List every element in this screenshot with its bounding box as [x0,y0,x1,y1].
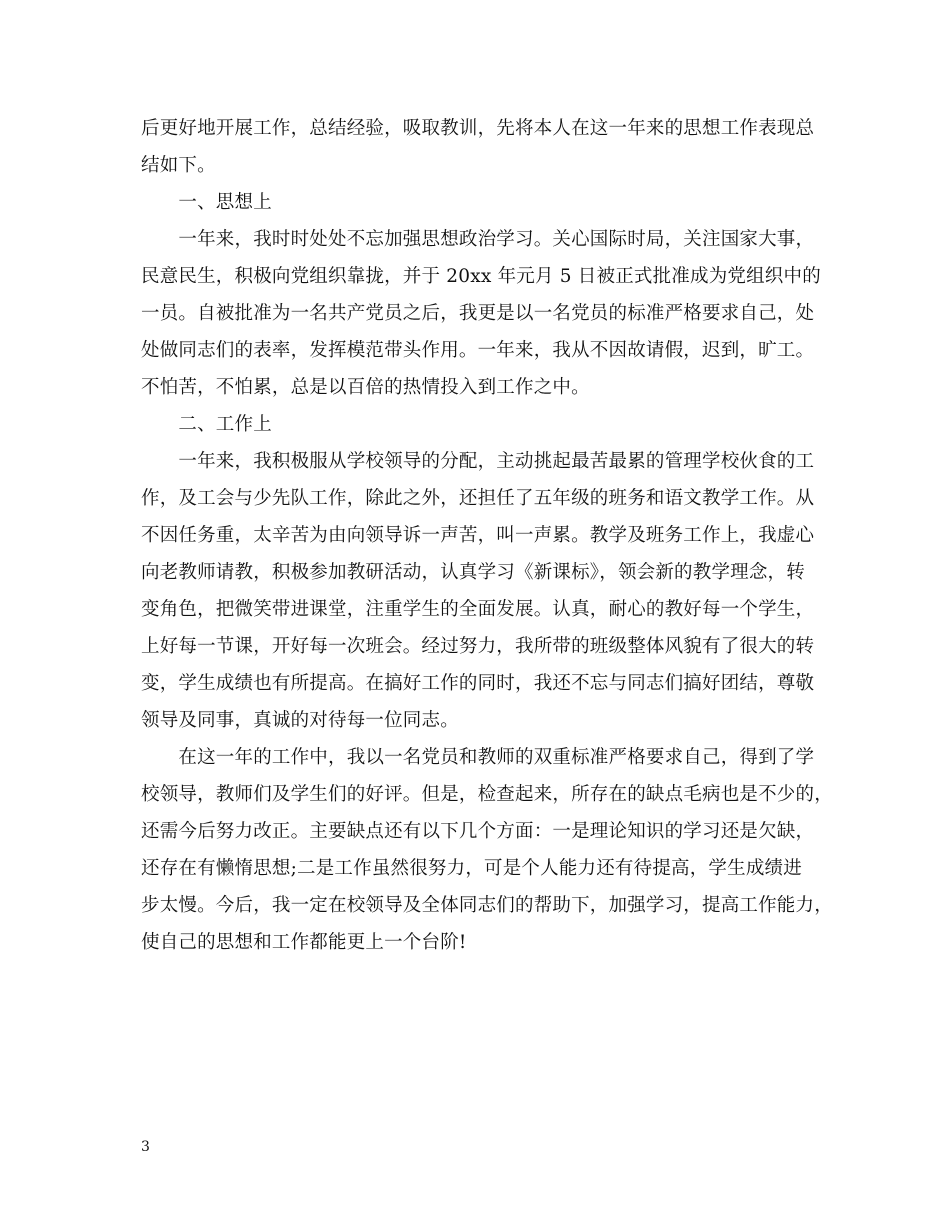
text-line: 还存在有懒惰思想;二是工作虽然很努力，可是个人能力还有待提高，学生成绩进 [141,858,802,879]
text-line: 民意民生，积极向党组织靠拢，并于 20xx 年元月 5 日被正式批准成为党组织中的 [141,266,821,287]
text-line: 在这一年的工作中，我以一名党员和教师的双重标准严格要求自己，得到了学 [141,747,815,768]
text-line: 变角色，把微笑带进课堂，注重学生的全面发展。认真，耐心的教好每一个学生， [141,599,815,620]
section-heading: 一、思想上 [141,192,272,213]
text-line: 校领导，教师们及学生们的好评。但是，检查起来，所存在的缺点毛病也是不少的， [141,784,833,805]
text-line: 向老教师请教，积极参加教研活动，认真学习《新课标》，领会新的教学理念，转 [141,562,805,583]
text-line: 领导及同事，真诚的对待每一位同志。 [141,710,459,731]
page-number: 3 [141,1139,150,1155]
text-line: 作，及工会与少先队工作，除此之外，还担任了五年级的班务和语文教学工作。从 [141,488,815,509]
text-line: 后更好地开展工作，总结经验，吸取教训，先将本人在这一年来的思想工作表现总 [141,118,815,139]
text-line: 使自己的思想和工作都能更上一个台阶! [141,932,467,953]
text-line: 步太慢。今后，我一定在校领导及全体同志们的帮助下，加强学习，提高工作能力， [141,895,833,916]
text-line: 上好每一节课，开好每一次班会。经过努力，我所带的班级整体风貌有了很大的转 [141,636,815,657]
text-line: 不因任务重，太辛苦为由向领导诉一声苦，叫一声累。教学及班务工作上，我虚心 [141,525,815,546]
text-line: 不怕苦，不怕累，总是以百倍的热情投入到工作之中。 [141,377,590,398]
text-line: 一年来，我积极服从学校领导的分配，主动挑起最苦最累的管理学校伙食的工 [141,451,815,472]
text-line: 还需今后努力改正。主要缺点还有以下几个方面：一是理论知识的学习还是欠缺， [141,821,815,842]
text-line: 结如下。 [141,155,216,176]
text-line: 处做同志们的表率，发挥模范带头作用。一年来，我从不因故请假，迟到，旷工。 [141,340,815,361]
text-line: 一年来，我时时处处不忘加强思想政治学习。关心国际时局，关注国家大事， [141,229,815,250]
section-heading: 二、工作上 [141,414,272,435]
text-line: 一员。自被批准为一名共产党员之后，我更是以一名党员的标准严格要求自己，处 [141,303,815,324]
text-line: 变，学生成绩也有所提高。在搞好工作的同时，我还不忘与同志们搞好团结，尊敬 [141,673,815,694]
